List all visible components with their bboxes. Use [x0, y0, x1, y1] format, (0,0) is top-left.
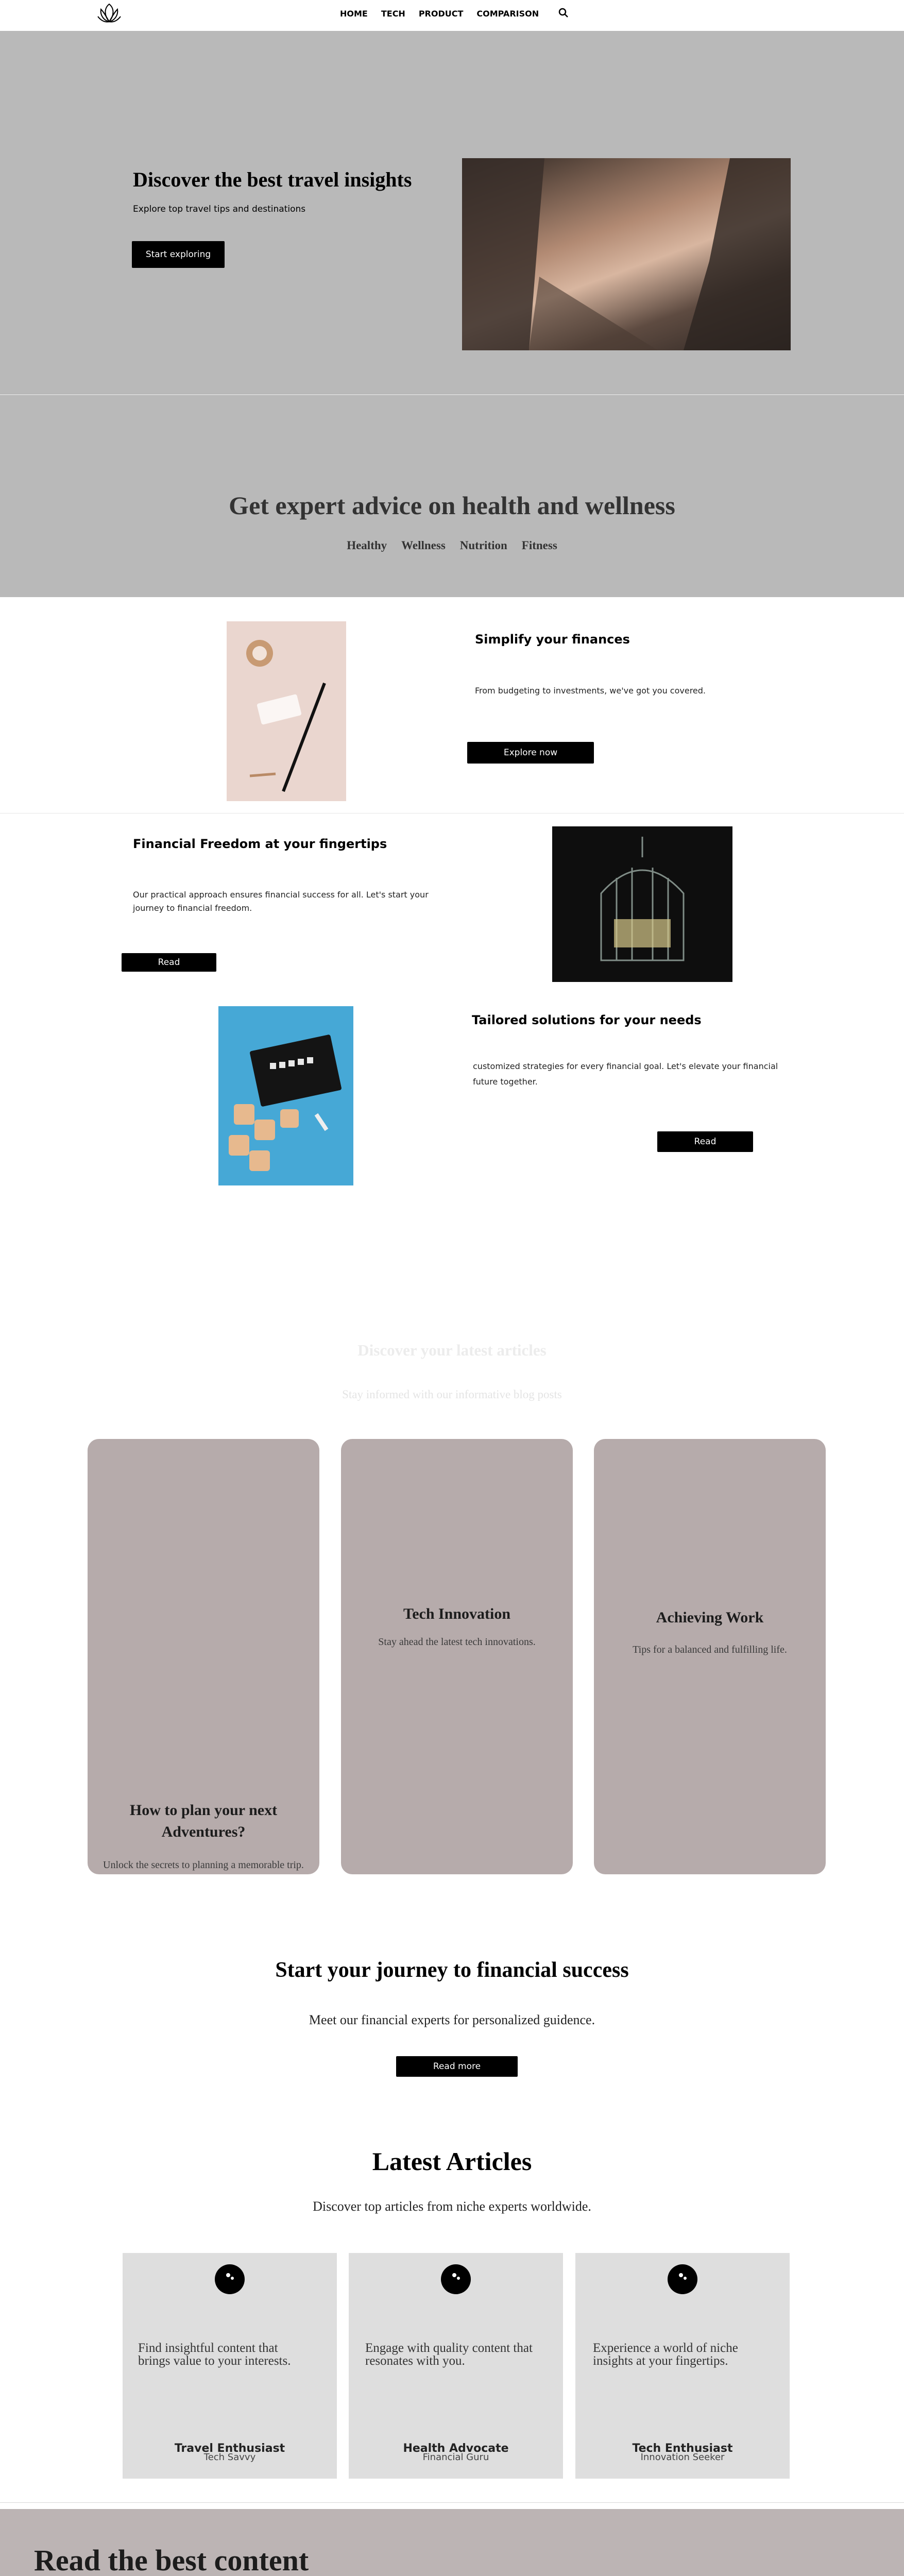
blog-subtitle: Stay informed with our informative blog posts [342, 1388, 562, 1401]
explore-now-button[interactable]: Explore now [467, 742, 594, 764]
nav-product[interactable]: PRODUCT [418, 9, 464, 19]
feature-image-puzzle [218, 1006, 353, 1185]
feature-image-finance [227, 621, 346, 801]
blog-title: Discover your latest articles [357, 1341, 547, 1359]
nav-tech[interactable]: TECH [381, 9, 405, 19]
card-2-title: Tech Innovation [403, 1605, 511, 1622]
journey-title: Start your journey to financial success [275, 1958, 629, 1982]
articles-subtitle: Discover top articles from niche experts worldwide. [313, 2199, 591, 2214]
link-nutrition[interactable]: Nutrition [459, 539, 507, 552]
card-3-title: Achieving Work [656, 1609, 764, 1626]
advice-title: Get expert advice on health and wellness [229, 491, 675, 520]
nav-comparison[interactable]: COMPARISON [476, 9, 539, 19]
read-more-button[interactable]: Read more [396, 2056, 518, 2077]
subscribe-section [0, 2509, 904, 2576]
advice-section [0, 395, 904, 597]
card-3-text: Tips for a balanced and fulfilling life. [633, 1644, 787, 1655]
main-menu [340, 9, 539, 19]
feature-1-text: From budgeting to investments, we've got you covered. [475, 686, 706, 696]
feature-2-text: Our practical approach ensures financial success for all. Let's start your journey to financial freedom. [133, 890, 429, 913]
divider [0, 2502, 904, 2503]
hero-section [0, 31, 904, 395]
testimonial-card [575, 2253, 790, 2479]
start-exploring-button[interactable]: Start exploring [132, 241, 225, 268]
nav-home[interactable]: HOME [340, 9, 368, 19]
link-healthy[interactable]: Healthy [347, 539, 387, 552]
read-button-1[interactable]: Read [122, 953, 216, 972]
card-adventures[interactable] [88, 1439, 319, 1874]
feature-2-title: Financial Freedom at your fingertips [133, 837, 387, 851]
avatar-icon [215, 2264, 245, 2294]
link-wellness[interactable]: Wellness [401, 539, 446, 552]
best-title: Read the best content [34, 2544, 309, 2576]
testimonial-card [349, 2253, 563, 2479]
top-nav [0, 0, 904, 27]
card-achieving-work[interactable] [594, 1439, 826, 1874]
feature-image-birdcage [552, 826, 732, 982]
feature-3-text: customized strategies for every financial goal. Let's elevate your financial future together. [473, 1061, 778, 1087]
articles-title: Latest Articles [372, 2147, 532, 2176]
hero-canyon-image [462, 158, 791, 350]
testimonial-2-quote: Engage with quality content that resonates with you. [365, 2341, 533, 2368]
card-tech-innovation[interactable] [341, 1439, 573, 1874]
card-1-title: How to plan your next Adventures? [129, 1802, 278, 1840]
avatar-icon [668, 2264, 697, 2294]
testimonial-2-role: Financial Guru [422, 2452, 489, 2463]
divider [0, 813, 904, 814]
testimonial-1-role: Tech Savvy [203, 2452, 256, 2463]
hero-subtitle: Explore top travel tips and destinations [133, 204, 306, 214]
feature-3-title: Tailored solutions for your needs [472, 1013, 702, 1027]
avatar-icon [441, 2264, 471, 2294]
lotus-logo-icon[interactable] [96, 1, 123, 26]
testimonial-1-quote: Find insightful content that brings value to your interests. [138, 2341, 291, 2368]
read-button-2[interactable]: Read [657, 1131, 753, 1152]
card-1-text: Unlock the secrets to planning a memorable trip. [103, 1859, 304, 1871]
hero-title: Discover the best travel insights [133, 168, 412, 191]
card-2-text: Stay ahead the latest tech innovations. [378, 1636, 536, 1648]
journey-subtitle: Meet our financial experts for personalized guidence. [309, 2012, 595, 2027]
testimonial-3-quote: Experience a world of niche insights at your fingertips. [593, 2341, 738, 2368]
testimonial-1-name: Travel Enthusiast [174, 2442, 285, 2455]
testimonial-card [123, 2253, 337, 2479]
link-fitness[interactable]: Fitness [521, 539, 557, 552]
advice-links [0, 539, 904, 552]
testimonial-3-name: Tech Enthusiast [632, 2442, 733, 2455]
search-icon[interactable] [558, 8, 569, 18]
feature-1-title: Simplify your finances [475, 632, 630, 647]
testimonial-2-name: Health Advocate [403, 2442, 509, 2455]
testimonial-3-role: Innovation Seeker [640, 2452, 725, 2463]
